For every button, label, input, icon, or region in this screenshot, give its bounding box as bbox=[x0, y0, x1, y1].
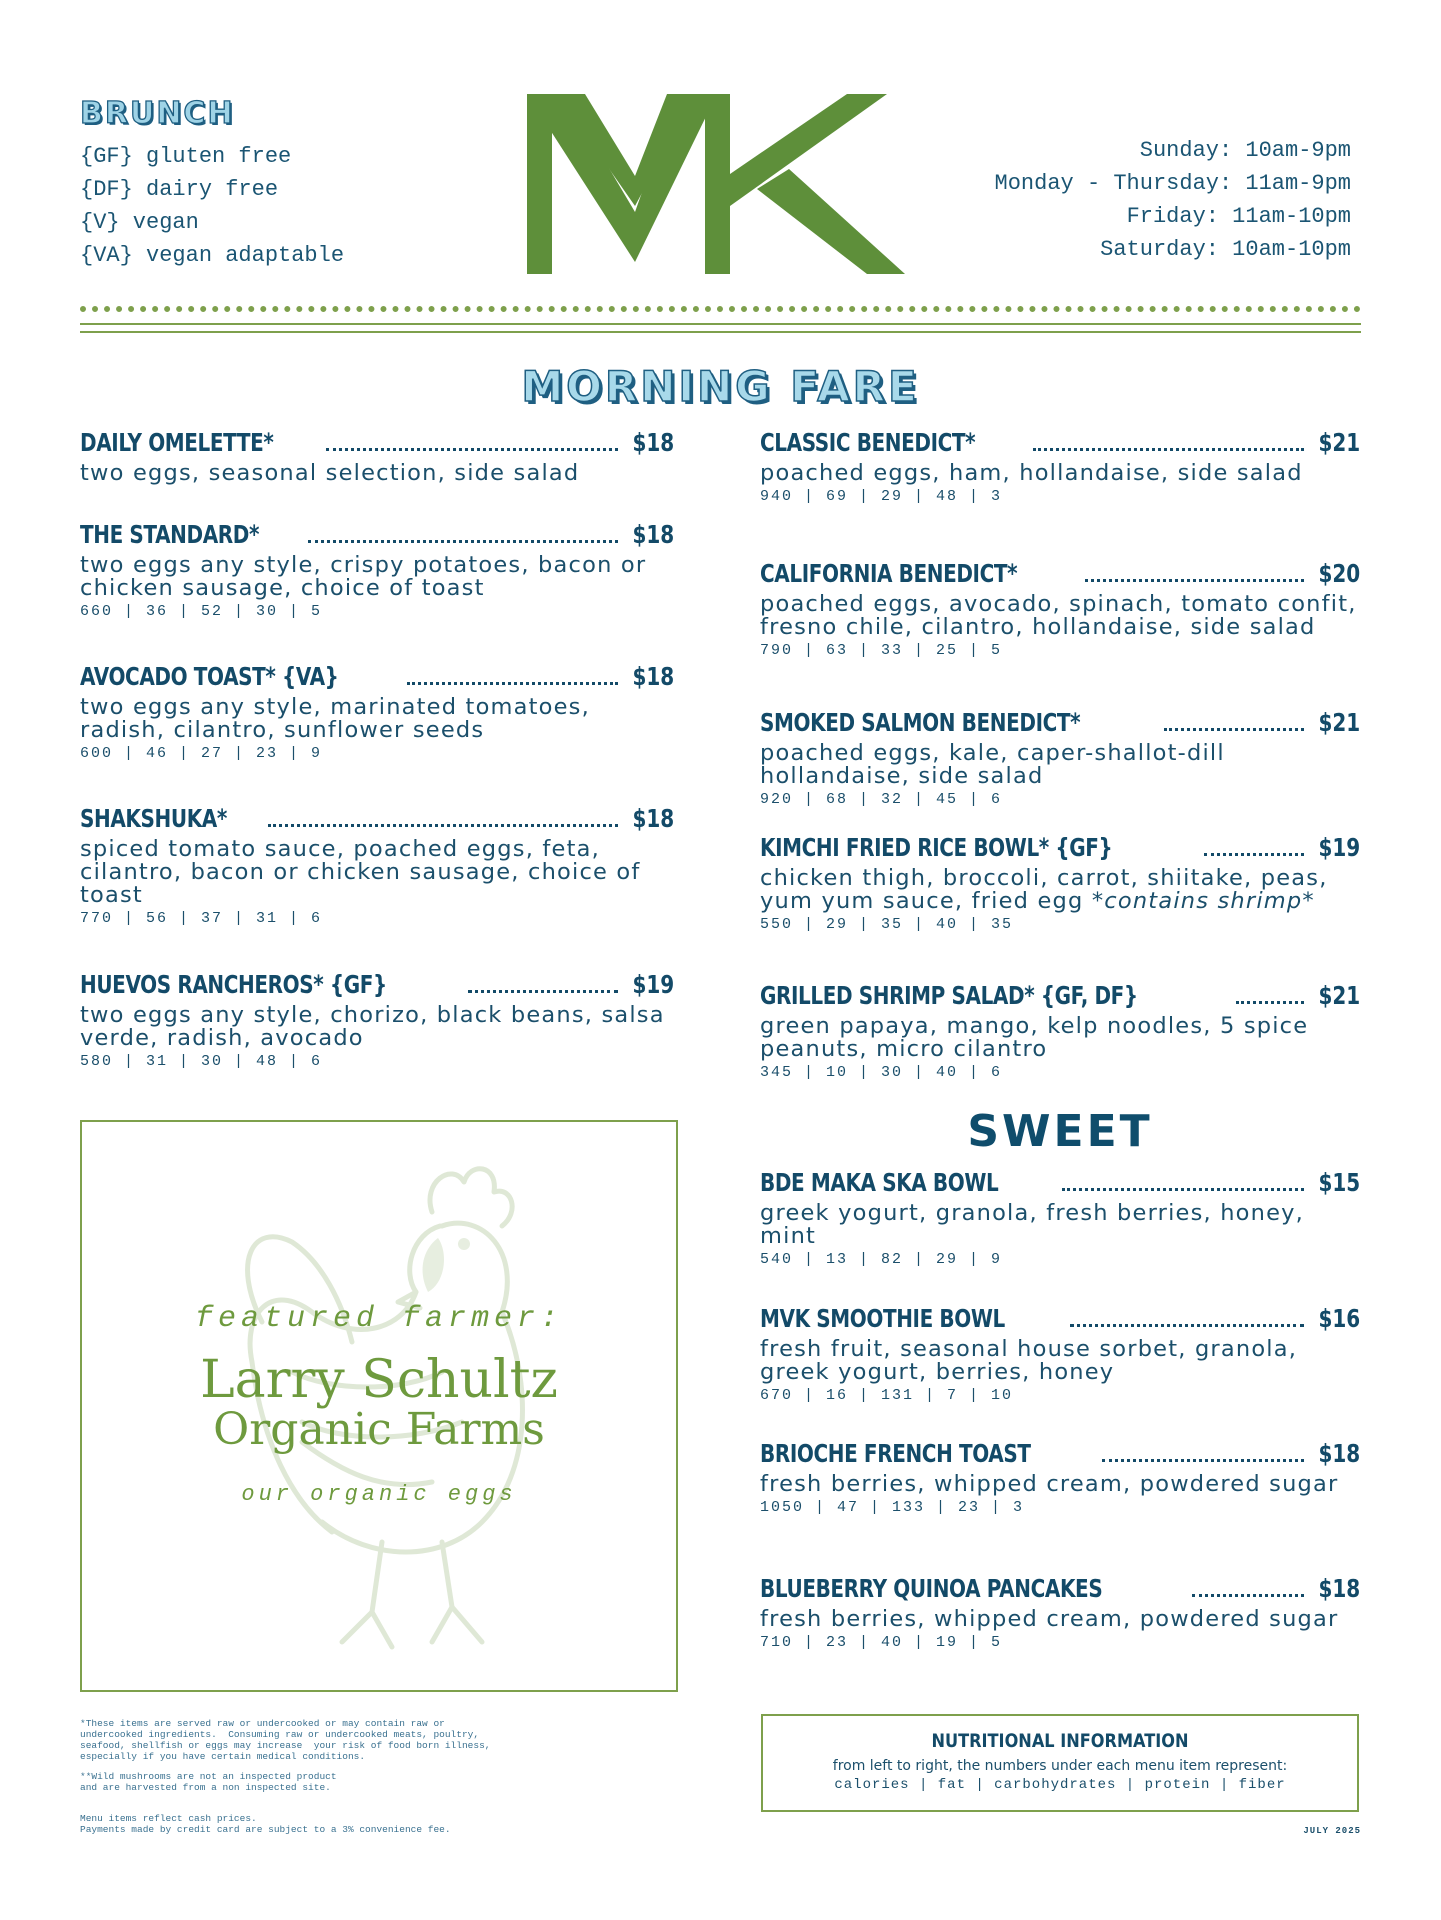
dot-leader bbox=[407, 682, 618, 685]
item-name: KIMCHI FRIED RICE BOWL* {GF} bbox=[760, 833, 1113, 862]
dot-leader bbox=[1192, 1594, 1304, 1597]
item-description: spiced tomato sauce, poached eggs, feta, cilantro, bacon or chicken sausage, choice of toast bbox=[80, 836, 641, 908]
dot-leader bbox=[1062, 1188, 1304, 1191]
menu-item bbox=[80, 804, 674, 927]
item-price: $21 bbox=[1318, 708, 1360, 737]
item-price: $21 bbox=[1318, 428, 1360, 457]
sweet-heading: SWEET bbox=[967, 1106, 1153, 1157]
dot-leader bbox=[268, 824, 618, 827]
diet-legend bbox=[80, 140, 344, 272]
item-price: $16 bbox=[1318, 1304, 1360, 1333]
item-nutrition: 710 | 23 | 40 | 19 | 5 bbox=[760, 1634, 1003, 1651]
item-nutrition: 580 | 31 | 30 | 48 | 6 bbox=[80, 1053, 323, 1070]
item-nutrition: 790 | 63 | 33 | 25 | 5 bbox=[760, 642, 1003, 659]
menu-item bbox=[760, 1304, 1360, 1404]
item-price: $21 bbox=[1318, 981, 1360, 1010]
dotted-divider bbox=[80, 306, 1361, 312]
dot-leader bbox=[308, 540, 618, 543]
item-price: $18 bbox=[632, 428, 674, 457]
menu-item bbox=[760, 1574, 1360, 1651]
item-price: $18 bbox=[1318, 1574, 1360, 1603]
dot-leader bbox=[1204, 853, 1303, 856]
nutritional-info-title: NUTRITIONAL INFORMATION bbox=[931, 1730, 1189, 1752]
menu-item bbox=[760, 428, 1360, 505]
farmer-subtitle: our organic eggs bbox=[241, 1482, 517, 1507]
item-name: MVK SMOOTHIE BOWL bbox=[760, 1304, 1005, 1333]
item-description: fresh berries, whipped cream, powdered sugar bbox=[760, 1471, 1339, 1497]
item-description: green papaya, mango, kelp noodles, 5 spice peanuts, micro cilantro bbox=[760, 1013, 1309, 1062]
farm-name-line2: Organic Farms bbox=[213, 1404, 545, 1455]
menu-date: JULY 2025 bbox=[1303, 1826, 1361, 1836]
item-name: GRILLED SHRIMP SALAD* {GF, DF} bbox=[760, 981, 1138, 1010]
featured-farmer-label: featured farmer: bbox=[194, 1302, 564, 1336]
item-nutrition: 920 | 68 | 32 | 45 | 6 bbox=[760, 791, 1003, 808]
hours-saturday: Saturday: 10am-10pm bbox=[1100, 237, 1351, 262]
item-nutrition: 660 | 36 | 52 | 30 | 5 bbox=[80, 603, 323, 620]
item-description: fresh fruit, seasonal house sorbet, granola, greek yogurt, berries, honey bbox=[760, 1336, 1298, 1385]
nutritional-info-text: from left to right, the numbers under each menu item represent: bbox=[832, 1758, 1288, 1774]
dot-leader bbox=[1070, 1324, 1304, 1327]
menu-item bbox=[760, 833, 1360, 933]
item-description: two eggs any style, chorizo, black beans, salsa verde, radish, avocado bbox=[80, 1002, 665, 1051]
menu-item bbox=[760, 559, 1360, 659]
item-name: SHAKSHUKA* bbox=[80, 804, 227, 833]
featured-farmer-box bbox=[80, 1120, 678, 1692]
item-name: DAILY OMELETTE* bbox=[80, 428, 274, 457]
mvk-logo bbox=[527, 94, 905, 274]
item-nutrition: 550 | 29 | 35 | 40 | 35 bbox=[760, 916, 1014, 933]
item-nutrition: 770 | 56 | 37 | 31 | 6 bbox=[80, 910, 323, 927]
hours-friday: Friday: 11am-10pm bbox=[1126, 204, 1351, 229]
brunch-title: BRUNCH bbox=[80, 96, 235, 131]
item-name: BRIOCHE FRENCH TOAST bbox=[760, 1439, 1031, 1468]
item-description: poached eggs, avocado, spinach, tomato confit, fresno chile, cilantro, hollandaise, side salad bbox=[760, 591, 1357, 640]
item-description: fresh berries, whipped cream, powdered sugar bbox=[760, 1606, 1339, 1632]
item-name: BDE MAKA SKA BOWL bbox=[760, 1168, 999, 1197]
dot-leader bbox=[1085, 579, 1303, 582]
nutritional-info-box bbox=[761, 1714, 1359, 1812]
dot-leader bbox=[1033, 448, 1304, 451]
menu-item bbox=[760, 708, 1360, 808]
item-price: $18 bbox=[632, 804, 674, 833]
item-name: BLUEBERRY QUINOA PANCAKES bbox=[760, 1574, 1103, 1603]
raw-food-disclaimer: *These items are served raw or undercooked or may contain raw or undercooked ingredients. Consuming raw or undercooked meats, poultry, seafood, shellfish or eggs may increase your risk of food born illness, especially if you have certain medical conditions. bbox=[80, 1718, 491, 1762]
item-price: $19 bbox=[632, 970, 674, 999]
item-nutrition: 345 | 10 | 30 | 40 | 6 bbox=[760, 1064, 1003, 1081]
menu-item bbox=[80, 520, 674, 620]
hours-mon-thu: Monday - Thursday: 11am-9pm bbox=[994, 171, 1351, 196]
item-description: two eggs any style, marinated tomatoes, radish, cilantro, sunflower seeds bbox=[80, 694, 590, 743]
item-name: CLASSIC BENEDICT* bbox=[760, 428, 976, 457]
item-nutrition: 670 | 16 | 131 | 7 | 10 bbox=[760, 1387, 1014, 1404]
item-description-note: *contains shrimp* bbox=[1091, 888, 1315, 914]
item-description: poached eggs, kale, caper-shallot-dill hollandaise, side salad bbox=[760, 740, 1225, 789]
item-price: $18 bbox=[632, 662, 674, 691]
legend-gf: {GF} gluten free bbox=[80, 144, 292, 169]
farm-name-line1: Larry Schultz bbox=[200, 1350, 558, 1410]
menu-item bbox=[760, 1168, 1360, 1268]
hours-sunday: Sunday: 10am-9pm bbox=[1139, 138, 1351, 163]
item-nutrition: 540 | 13 | 82 | 29 | 9 bbox=[760, 1251, 1003, 1268]
menu-item bbox=[760, 1439, 1360, 1516]
item-description: two eggs, seasonal selection, side salad bbox=[80, 460, 580, 486]
morning-fare-heading: MORNING FARE bbox=[521, 362, 920, 411]
item-name: AVOCADO TOAST* {VA} bbox=[80, 662, 339, 691]
item-name: SMOKED SALMON BENEDICT* bbox=[760, 708, 1081, 737]
menu-item bbox=[80, 662, 674, 762]
legend-va: {VA} vegan adaptable bbox=[80, 243, 345, 268]
item-description-text: chicken thigh, broccoli, carrot, shiitake, peas, yum yum sauce, fried egg bbox=[760, 865, 1328, 914]
item-description: two eggs any style, crispy potatoes, bacon or chicken sausage, choice of toast bbox=[80, 552, 647, 601]
divider-line bbox=[80, 323, 1361, 325]
item-nutrition: 1050 | 47 | 133 | 23 | 3 bbox=[760, 1499, 1025, 1516]
menu-item bbox=[760, 981, 1360, 1081]
item-description bbox=[760, 867, 1360, 913]
item-description: poached eggs, ham, hollandaise, side salad bbox=[760, 460, 1303, 486]
mushroom-disclaimer: **Wild mushrooms are not an inspected product and are harvested from a non inspected site. bbox=[80, 1771, 337, 1793]
payment-note: Menu items reflect cash prices. Payments made by credit card are subject to a 3% convenience fee. bbox=[80, 1813, 451, 1835]
item-name: HUEVOS RANCHEROS* {GF} bbox=[80, 970, 387, 999]
item-nutrition: 600 | 46 | 27 | 23 | 9 bbox=[80, 745, 323, 762]
item-price: $15 bbox=[1318, 1168, 1360, 1197]
item-description: greek yogurt, granola, fresh berries, honey, mint bbox=[760, 1200, 1304, 1249]
divider-line bbox=[80, 331, 1361, 333]
item-price: $20 bbox=[1318, 559, 1360, 588]
item-name: CALIFORNIA BENEDICT* bbox=[760, 559, 1018, 588]
item-name: THE STANDARD* bbox=[80, 520, 260, 549]
item-nutrition: 940 | 69 | 29 | 48 | 3 bbox=[760, 488, 1003, 505]
dot-leader bbox=[1164, 728, 1304, 731]
dot-leader bbox=[326, 448, 618, 451]
dot-leader bbox=[1236, 1001, 1304, 1004]
item-price: $19 bbox=[1318, 833, 1360, 862]
menu-item bbox=[80, 428, 674, 485]
opening-hours bbox=[995, 134, 1351, 266]
legend-df: {DF} dairy free bbox=[80, 177, 279, 202]
item-price: $18 bbox=[632, 520, 674, 549]
dot-leader bbox=[1102, 1459, 1304, 1462]
legend-v: {V} vegan bbox=[80, 210, 199, 235]
item-price: $18 bbox=[1318, 1439, 1360, 1468]
nutritional-info-columns: calories | fat | carbohydrates | protein | fiber bbox=[834, 1777, 1286, 1793]
menu-item bbox=[80, 970, 674, 1070]
dot-leader bbox=[468, 990, 618, 993]
